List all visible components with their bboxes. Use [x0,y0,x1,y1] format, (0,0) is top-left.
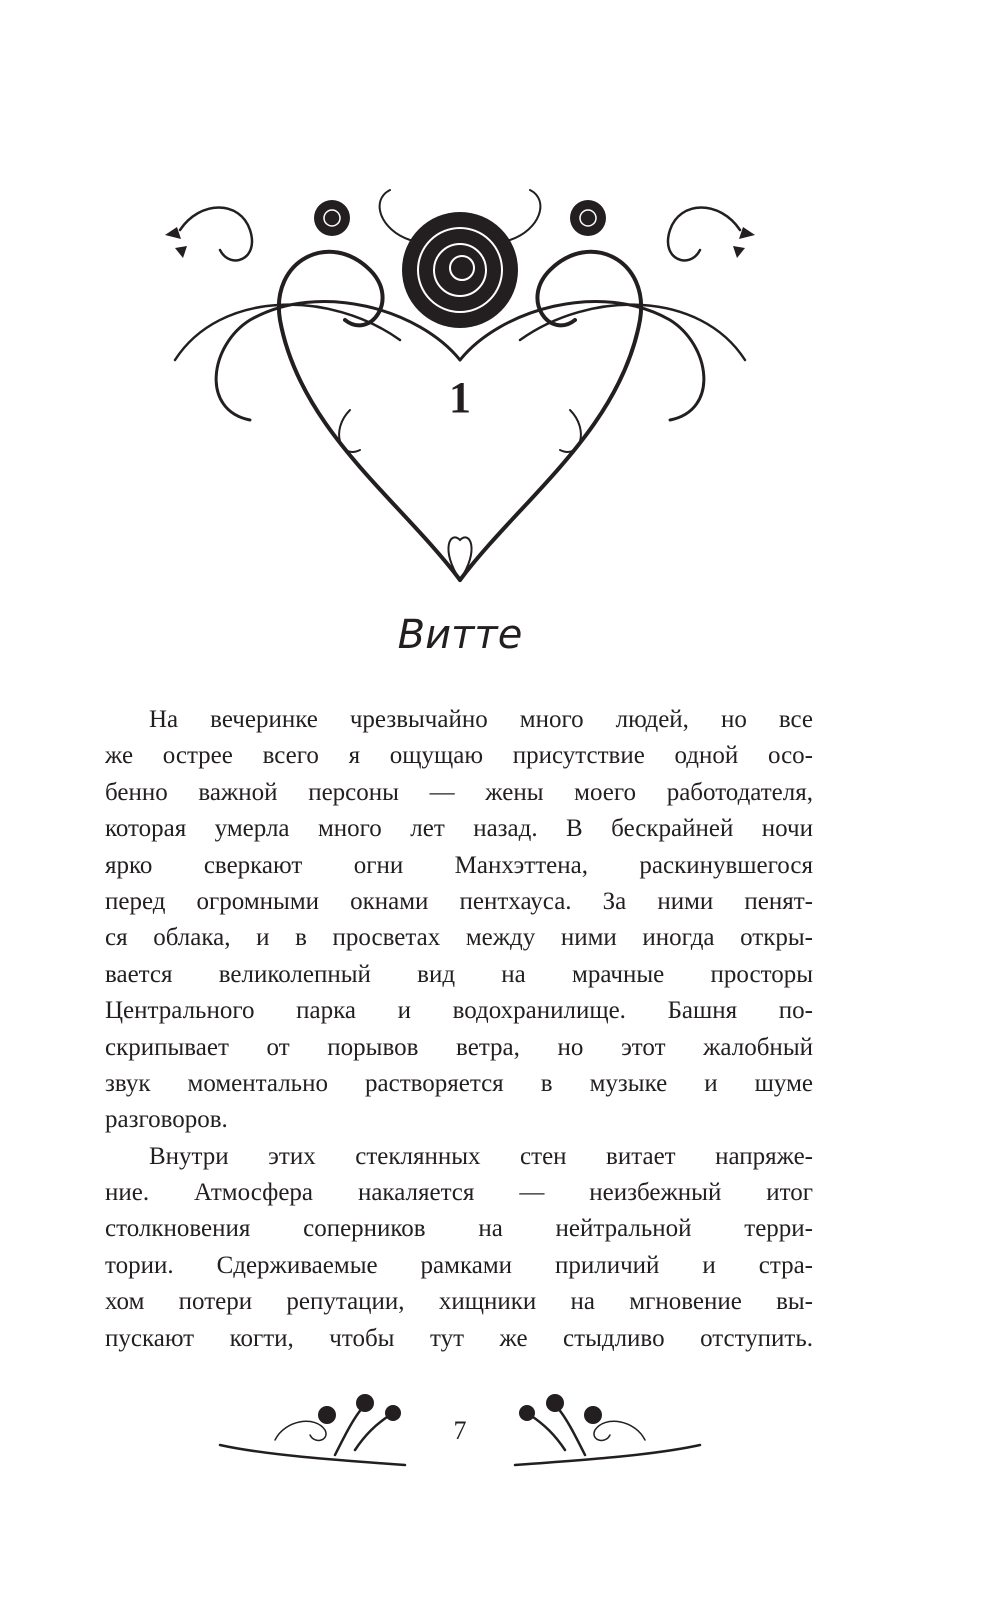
chapter-number: 1 [449,373,471,422]
text-line: столкновения соперников на нейтральной терри- [105,1215,813,1243]
text-line: же острее всего я ощущаю присутствие одной осо- [105,742,813,770]
text-line: ярко сверкают огни Манхэттена, раскинувшегося [105,851,813,879]
chapter-title: Витте [397,612,523,658]
text-line: скрипывает от порывов ветра, но этот жалобный [105,1033,813,1061]
page-number: 7 [453,1416,467,1445]
body-text [105,702,813,1357]
text-line: ся облака, и в просветах между ними иногда откры- [105,924,813,952]
text-line: хом потери репутации, хищники на мгновение вы- [105,1288,813,1316]
text-line: тории. Сдерживаемые рамками приличий и стра- [105,1251,813,1279]
text-line: Центрального парка и водохранилище. Башня по- [105,997,813,1025]
rose-vine-ornament-left [215,1385,415,1475]
text-line: перед огромными окнами пентхауса. За ними пенят- [105,887,813,915]
text-line: пускают когти, чтобы тут же стыдливо отступить. [105,1324,813,1352]
text-line: вается великолепный вид на мрачные просторы [105,960,813,988]
text-line: бенно важной персоны — жены моего работодателя, [105,778,813,806]
text-line: ние. Атмосфера накаляется — неизбежный итог [105,1179,813,1207]
text-line: На вечеринке чрезвычайно много людей, но все [149,706,813,733]
rose-vine-ornament-right [505,1385,705,1475]
text-line: разговоров. [105,1106,228,1134]
text-line: звук моментально растворяется в музыке и шуме [105,1069,813,1097]
text-line: которая умерла много лет назад. В бескрайней ночи [105,815,813,843]
text-line: Внутри этих стеклянных стен витает напряже- [149,1142,813,1170]
